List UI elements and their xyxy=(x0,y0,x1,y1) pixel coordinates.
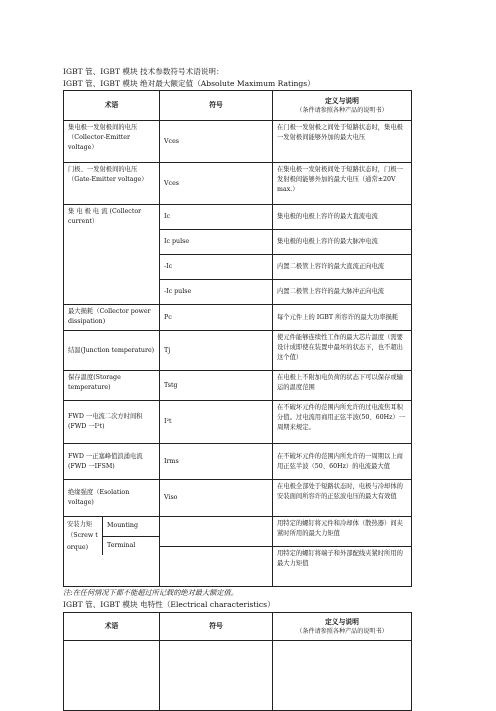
torque-term-cell xyxy=(64,517,160,587)
row-def: 使元件能够连续性工作的最大芯片温度（需要设计成即使在装置中最坏的状态下，也不超出这个值） xyxy=(273,331,412,371)
row-term: FWD 一电流二次方时间积(FWD 一I²t) xyxy=(64,401,160,444)
row-def: 集电极的电极上容许的最大直流电流 xyxy=(273,205,412,230)
torque-mounting-symbol xyxy=(160,517,273,547)
row-def: 每个元件上的 IGBT 所容许的最大功率损耗 xyxy=(273,305,412,331)
row-term: FWD 一正塞峰值浪涌电流(FWD 一IFSM) xyxy=(64,444,160,480)
row-def: 内置二极管上容许的最大脉冲正向电流 xyxy=(273,280,412,305)
section2-title: IGBT 管、IGBT 模块 电特性（Electrical characteristics） xyxy=(63,600,275,609)
row-symbol: -Ic pulse xyxy=(160,280,273,305)
row-def xyxy=(273,641,412,711)
table-row xyxy=(64,121,412,163)
intro-line: IGBT 管、IGBT 模块 技术参数符号术语说明： xyxy=(63,67,224,76)
table-row-torque-mounting xyxy=(64,517,412,547)
row-def: 在不破坏元件的范围内所允许的过电流焦耳积分值。过电流用商用正弦半波(50、60Hz）一周期来规定。 xyxy=(273,401,412,444)
table-header-row xyxy=(64,91,412,121)
header-def-sub: （条件请参照各种产品的说明书） xyxy=(296,107,388,115)
table-row xyxy=(64,401,412,444)
row-def: 在门极一发射极之间处于短路状态时，集电极一发射极间能够外加的最大电压 xyxy=(273,121,412,163)
electrical-characteristics-table xyxy=(63,612,412,711)
header-def xyxy=(273,613,412,641)
table-header-row xyxy=(64,613,412,641)
header-symbol: 符号 xyxy=(160,613,273,641)
row-symbol: -Ic xyxy=(160,255,273,280)
header-term: 术语 xyxy=(64,91,160,121)
table-row xyxy=(64,205,412,230)
table-row xyxy=(64,371,412,401)
row-symbol: Tj xyxy=(160,331,273,371)
torque-mounting-label: Mounting xyxy=(103,517,159,537)
row-term: 集 电 极 电 流 (Collector current） xyxy=(64,205,160,305)
torque-mounting-def: 用特定的螺钉将元件和冷却体（散热器）间夹紧时所用的最大力矩值 xyxy=(273,517,412,547)
table-row xyxy=(64,444,412,480)
header-def-sub: （条件请参照各种产品的说明书） xyxy=(296,628,388,636)
row-def: 在电极全部处于短路状态时，电极与冷却体的安装面间所容许的正弦波电压的最大有效值 xyxy=(273,480,412,517)
row-def: 在不破坏元件的范围内所允许的一周期以上商用正弦半波（50、60Hz）的电流最大值 xyxy=(273,444,412,480)
row-def: 在电极上不附加电负荷的状态下可以保存或输运的温度范围 xyxy=(273,371,412,401)
torque-terminal-label: Terminal xyxy=(107,541,136,549)
absolute-max-ratings-table xyxy=(63,90,412,587)
row-symbol: Irms xyxy=(160,444,273,480)
row-symbol: Viso xyxy=(160,480,273,517)
torque-term: 安装力矩（Screw torque) xyxy=(64,517,103,555)
row-def: 在集电极一发射极间处于短路状态时，门极一发射极间能够外加的最大电压（通常±20V max.） xyxy=(273,163,412,205)
header-def-title: 定义与说明 xyxy=(325,617,359,626)
torque-terminal-symbol xyxy=(160,547,273,587)
table-row xyxy=(64,480,412,517)
row-symbol: I²t xyxy=(160,401,273,444)
row-term: 绝缘强度（Esolation voltage) xyxy=(64,480,160,517)
table-row xyxy=(64,641,412,711)
row-symbol: Vces xyxy=(160,121,273,163)
row-symbol: Tstg xyxy=(160,371,273,401)
table-row xyxy=(64,331,412,371)
row-term: 保存温度(Storage temperature) xyxy=(64,371,160,401)
row-symbol: Ic pulse xyxy=(160,230,273,255)
row-term: 结温(Junction temperature) xyxy=(64,331,160,371)
row-def: 内置二极管上容许的最大直流正向电流 xyxy=(273,255,412,280)
row-term: 集电极一发射极间的电压（Collector-Emitter voltage） xyxy=(64,121,160,163)
header-def-title: 定义与说明 xyxy=(325,96,359,105)
footnote: 注:在任何情况下都不能超过所记载的绝对最大额定值。 xyxy=(63,588,238,597)
row-def: 集电极的电极上容许的最大脉冲电流 xyxy=(273,230,412,255)
row-term: 最大损耗（Collector power dissipation) xyxy=(64,305,160,331)
header-term: 术语 xyxy=(64,613,160,641)
row-term xyxy=(64,641,160,711)
table-row xyxy=(64,305,412,331)
row-symbol: Pc xyxy=(160,305,273,331)
table-row xyxy=(64,163,412,205)
row-term: 门极、一发射极间的电压（Gate-Emitter voltage） xyxy=(64,163,160,205)
header-symbol: 符号 xyxy=(160,91,273,121)
section1-title: IGBT 管、IGBT 模块 绝对最大额定值（Absolute Maximum Ratings） xyxy=(63,79,315,88)
row-symbol: Vces xyxy=(160,163,273,205)
header-def xyxy=(273,91,412,121)
torque-terminal-def: 用特定的螺钉将端子和外部配线夹紧时所用的最大力矩值 xyxy=(273,547,412,587)
row-symbol: Ic xyxy=(160,205,273,230)
row-symbol xyxy=(160,641,273,711)
